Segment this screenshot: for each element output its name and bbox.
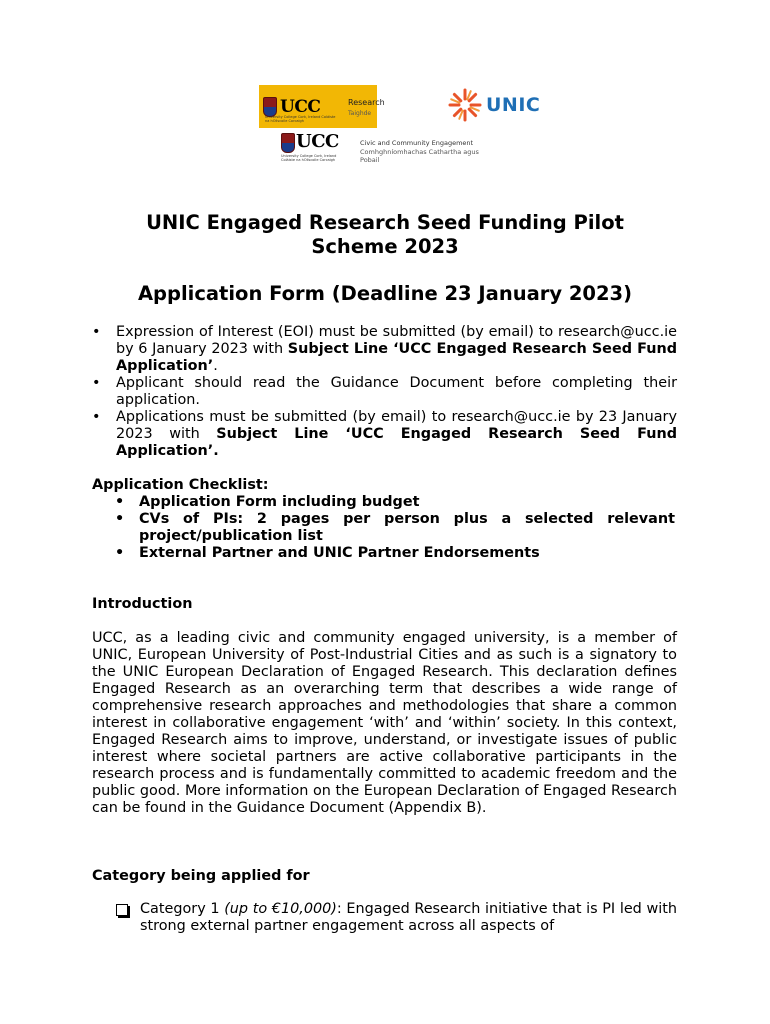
bullet-bold: Subject Line ‘UCC Engaged Research Seed Fund Application’. xyxy=(116,426,677,459)
form-subtitle: Application Form (Deadline 23 January 2023) xyxy=(137,282,633,305)
civic-logo-label: Civic and Community Engagement xyxy=(360,139,474,147)
list-item xyxy=(92,375,677,409)
category-amount: (up to €10,000) xyxy=(224,901,337,917)
category-description: : Engaged Research initiative that is PI led with strong external partner engagement across all aspects of xyxy=(140,901,677,934)
unic-sunburst-icon xyxy=(448,88,482,122)
bullet-tail: . xyxy=(213,358,218,374)
ucc-civic-logo-word: UCC xyxy=(296,131,339,152)
category-heading: Category being applied for xyxy=(92,868,310,884)
bullet-text: Applicant should read the Guidance Document before completing their application. xyxy=(116,375,677,408)
ucc-civic-logo xyxy=(281,131,491,164)
ucc-research-logo xyxy=(259,85,385,128)
introduction-paragraph: UCC, as a leading civic and community engaged university, is a member of UNIC, European University of Post-Industrial Cities and as such is a signatory to the UNIC European Declaration of Engaged Research. This declaration defines Engaged Research as an overarching term that describes a wide range of comprehensive research approaches and methodologies that share a common interest in collaborative engagement ‘with’ and ‘within’ society. In this context, Engaged Research aims to improve, understand, or investigate issues of public interest where societal partners are active collaborative participants in the research process and is fundamentally committed to academic freedom and the public good. More information on the European Declaration of Engaged Research can be found in the Guidance Document (Appendix B). xyxy=(92,630,677,816)
list-item: • External Partner and UNIC Partner Endorsements xyxy=(115,545,675,562)
ucc-crest-icon xyxy=(263,97,277,117)
ucc-logo-word: UCC xyxy=(280,96,321,117)
research-logo-sub: Taighde xyxy=(348,110,372,117)
category-label: Category 1 xyxy=(140,901,225,917)
instruction-list xyxy=(92,324,677,460)
list-item: • Application Form including budget xyxy=(115,494,675,511)
research-logo-label: Research xyxy=(348,98,385,107)
category-1-option[interactable] xyxy=(116,901,677,935)
list-item: • CVs of PIs: 2 pages per person plus a selected relevant project/publication list xyxy=(115,511,675,545)
ucc-civic-tagline: University College Cork, Ireland Coláiste na hOllscoile Corcaigh xyxy=(281,154,337,162)
checklist-heading: Application Checklist: xyxy=(92,477,269,493)
list-item xyxy=(92,324,677,375)
ucc-logo-tagline: University College Cork, Ireland Coláiste na hOllscoile Corcaigh xyxy=(265,115,336,123)
application-checklist xyxy=(115,494,675,562)
list-item xyxy=(92,409,677,460)
introduction-heading: Introduction xyxy=(92,596,193,612)
bullet-bold: Subject Line ‘UCC Engaged Research Seed Fund Application’ xyxy=(116,341,677,374)
checkbox-icon[interactable] xyxy=(116,904,128,916)
title-line-2: Scheme 2023 xyxy=(311,235,459,258)
unic-logo-word: UNIC xyxy=(486,94,541,116)
document-title xyxy=(80,211,690,306)
ucc-civic-crest-icon xyxy=(281,133,295,153)
title-line-1: UNIC Engaged Research Seed Funding Pilot xyxy=(146,211,624,234)
unic-logo xyxy=(448,88,540,122)
civic-logo-sub: Comhghníomhachas Cathartha agus Pobail xyxy=(360,148,479,164)
bullet-text: Applications must be submitted (by email) to research@ucc.ie by 23 January 2023 with xyxy=(116,409,677,442)
bullet-text: Expression of Interest (EOI) must be submitted (by email) to research@ucc.ie by 6 January 2023 with xyxy=(116,324,677,357)
